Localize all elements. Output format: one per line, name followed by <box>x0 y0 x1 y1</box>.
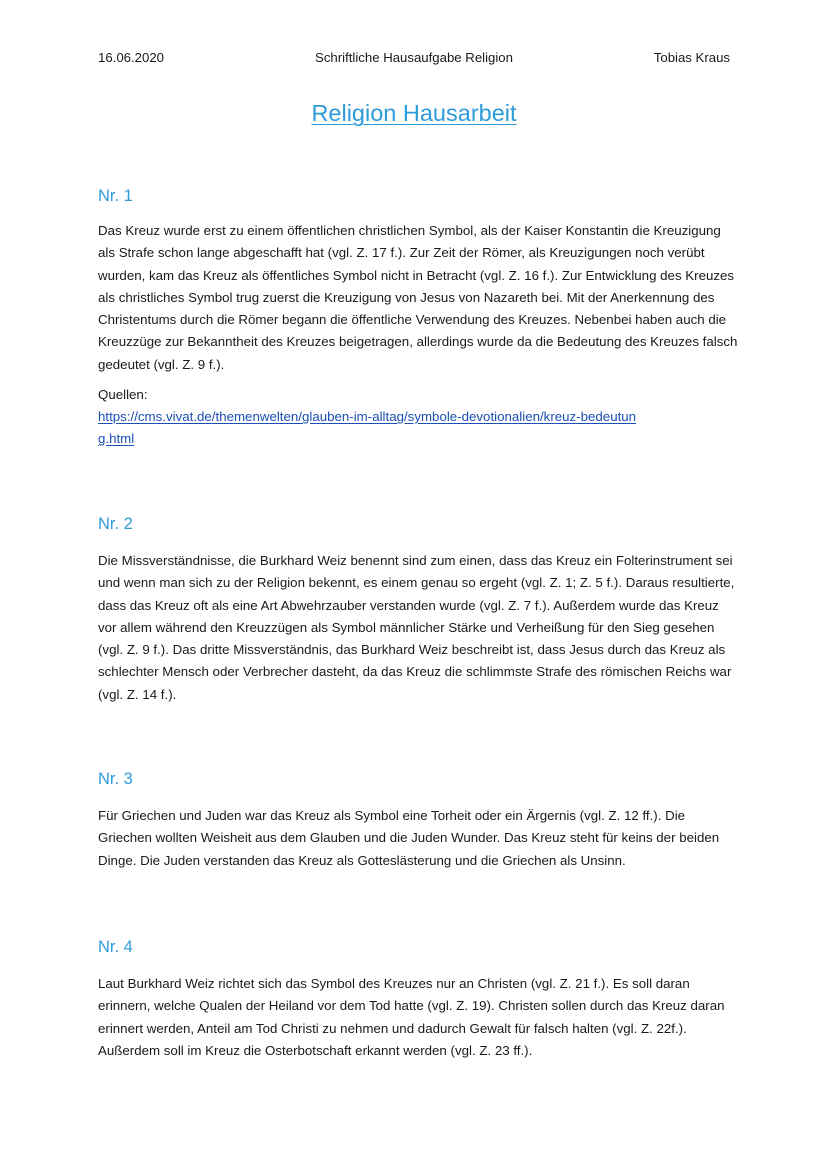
header-course: Schriftliche Hausaufgabe Religion <box>315 50 513 65</box>
sources-label: Quellen: <box>98 387 148 403</box>
section-body: Für Griechen und Juden war das Kreuz als Symbol eine Torheit oder ein Ärgernis (vgl. Z. 12 ff.). Die Griechen wollten Weisheit aus dem Glauben und die Juden Wunder. Das Kreuz steht für keins der beiden Dinge. Die Juden verstanden das Kreuz als Gotteslästerung und die Griechen als Unsinn. <box>98 808 720 868</box>
section-body: Die Missverständnisse, die Burkhard Weiz benennt sind zum einen, dass das Kreuz ein Folterinstrument sei und wenn man sich zu der Religion bekennt, es einem genau so ergeht (vgl. Z. 1; Z. 5 f.). Daraus resultierte, dass das Kreuz oft als eine Art Abwehrzauber verstanden wurde (vgl. Z. 7 f.). Außerdem wurde das Kreuz vor allem während den Kreuzzügen als Symbol männlicher Stärke und Verheißung für den Sieg gesehen (vgl. Z. 9 f.). Das dritte Missverständnis, das Burkhard Weiz beschreibt ist, dass Jesus durch das Kreuz als schlechter Mensch oder Verbrecher dasteht, da das Kreuz die schlimmste Strafe des römischen Reichs war (vgl. Z. 14 f.). <box>98 553 735 702</box>
section-heading: Nr. 1 <box>98 187 133 205</box>
header-author: Tobias Kraus <box>653 50 730 65</box>
header-date: 16.06.2020 <box>98 50 165 65</box>
section-nr-2 <box>98 514 738 706</box>
section-nr-4 <box>98 937 738 1062</box>
source-link[interactable]: https://cms.vivat.de/themenwelten/glauben-im-alltag/symbole-devotionalien/kreuz-bedeutung.html <box>98 409 637 447</box>
section-heading: Nr. 2 <box>98 515 133 533</box>
section-nr-1 <box>98 186 738 450</box>
document-title: Religion Hausarbeit <box>311 100 517 126</box>
section-heading: Nr. 3 <box>98 770 133 788</box>
section-body: Laut Burkhard Weiz richtet sich das Symbol des Kreuzes nur an Christen (vgl. Z. 21 f.). Es soll daran erinnern, welche Qualen der Heiland vor dem Tod hatte (vgl. Z. 19). Christen sollen durch das Kreuz daran erinnert werden, Anteil am Tod Christi zu nehmen und dadurch Gewalt für falsch halten (vgl. Z. 22f.). Außerdem soll im Kreuz die Osterbotschaft erkannt werden (vgl. Z. 23 ff.). <box>98 976 725 1058</box>
page-header <box>98 50 730 68</box>
section-body: Das Kreuz wurde erst zu einem öffentlichen christlichen Symbol, als der Kaiser Konstantin die Kreuzigung als Strafe schon lange abgeschafft hat (vgl. Z. 17 f.). Zur Zeit der Römer, als Kreuzigungen noch verübt wurden, kam das Kreuz als öffentliches Symbol nicht in Betracht (vgl. Z. 16 f.). Zur Entwicklung des Kreuzes als christliches Symbol trug zuerst die Kreuzigung von Jesus von Nazareth bei. Mit der Anerkennung des Christentums durch die Römer begann die öffentliche Verwendung des Kreuzes. Nebenbei haben auch die Kreuzzüge zur Bekanntheit des Kreuzes beigetragen, allerdings wurde da die Bedeutung des Kreuzes falsch gedeutet (vgl. Z. 9 f.). <box>98 223 738 372</box>
section-heading: Nr. 4 <box>98 938 133 956</box>
section-nr-3 <box>98 769 738 872</box>
